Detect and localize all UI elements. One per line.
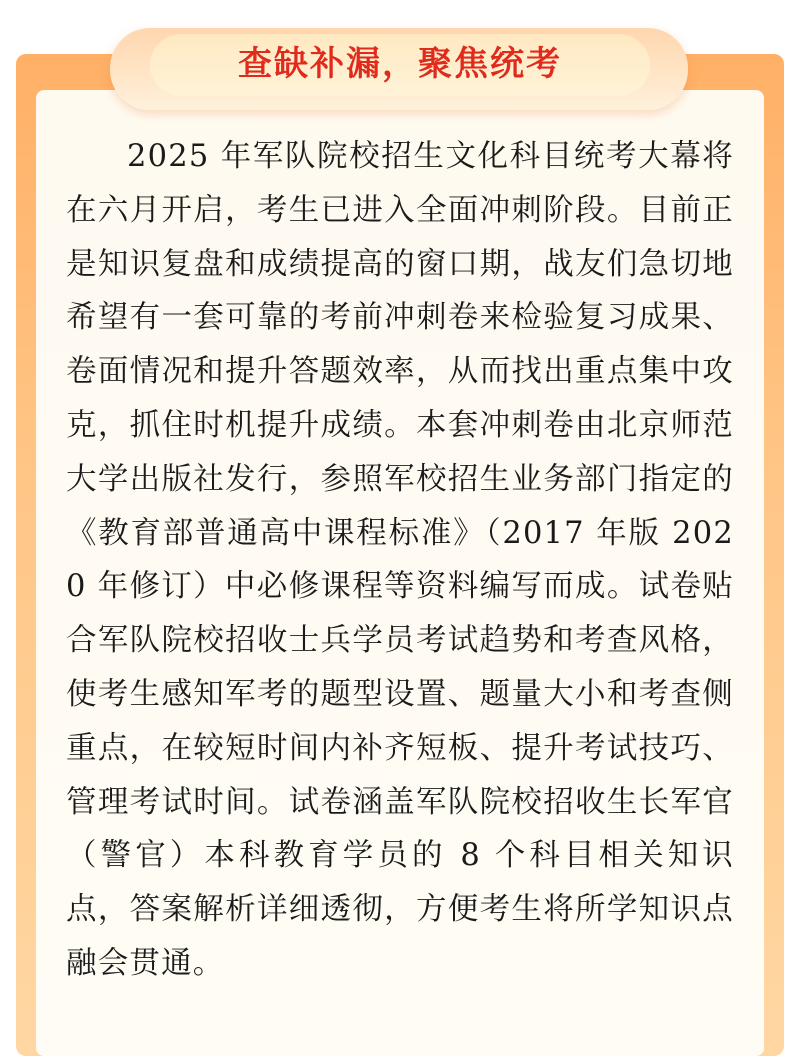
banner-title: 查缺补漏，聚焦统考: [238, 44, 562, 84]
article-paragraph: 2025 年军队院校招生文化科目统考大幕将在六月开启，考生已进入全面冲刺阶段。目前正是知识复盘和成绩提高的窗口期，战友们急切地希望有一套可靠的考前冲刺卷来检验复习成果、卷面情况和提升答题效率，从而找出重点集中攻克，抓住时机提升成绩。本套冲刺卷由北京师范大学出版社发行，参照军校招生业务部门指定的《教育部普通高中课程标准》（2017 年版 2020 年修订）中必修课程等资料编写而成。试卷贴合军队院校招收士兵学员考试趋势和考查风格，使考生感知军考的题型设置、题量大小和考查侧重点，在较短时间内补齐短板、提升考试技巧、管理考试时间。试卷涵盖军队院校招收生长军官（警官）本科教育学员的 8 个科目相关知识点，答案解析详细透彻，方便考生将所学知识点融会贯通。: [66, 139, 734, 981]
